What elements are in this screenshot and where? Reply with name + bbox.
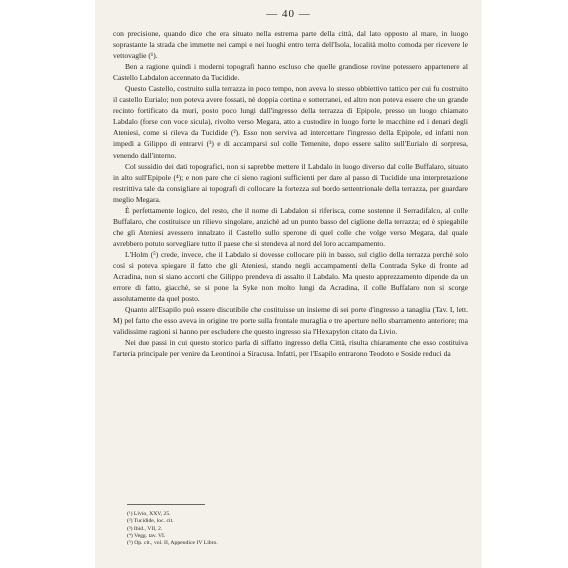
footnotes bbox=[127, 511, 218, 547]
footnote-5: (⁵) Op. cit., vol. II, Appendice IV Libro. bbox=[127, 540, 218, 547]
footnote-4: (⁴) Vegg. tav. VI. bbox=[127, 532, 166, 539]
main-text bbox=[113, 28, 468, 359]
footnote-2: (²) Tucidide, loc. cit. bbox=[127, 518, 174, 525]
paragraph-3: Questo Castello, costruito sulla terrazza in poco tempo, non aveva lo stesso obbiettivo tattico per cui fu costruito il castello Eurialo; non poteva avere fossati, nè doppia cortina e sotterranei, ed altro non poteva essere che un grande recinto fortificato da muri, posto poco lungi dall'ingresso della terrazza di Epipole, presso un luogo chiamato Labdalo (forse con voce sicula), rivolto verso Megara, atto a custodire in luogo forte le macchine ed i denari degli Ateniesi, come si rileva da Tucidide (²). Esso non serviva ad intercettare l'ingresso della Epipole, ed infatti non impedì a Gilippo di entrarvi (³) e di accamparsi sul colle Temenite, dopo essere salito sull'Eurialo di sorpresa, venendo dall'interno. bbox=[113, 84, 468, 160]
paragraph-2: Ben a ragione quindi i moderni topografi hanno escluso che quelle grandiose rovine potessero appartenere al Castello Labdalon accennato da Tucidide. bbox=[113, 62, 468, 83]
paragraph-5: È perfettamente logico, del resto, che il nome di Labdalon si riferisca, come sostenne il Serradifalco, al colle Buffalaro, che costituisce un rilievo singolare, anzichè ad un punto basso del ciglione della terrazza; ed è spiegabile che gli Ateniesi avessero innalzato il Castello sullo sperone di quel colle che volge verso Megara, dal quale avrebbero potuto sorvegliare tutto il paese che si stendeva al nord del loro accampamento. bbox=[113, 205, 468, 248]
footnote-1: (¹) Livio, XXV, 25. bbox=[127, 511, 171, 517]
paragraph-7: Quanto all'Esapilo può essere discutibile che costituisse un insieme di sei porte d'ingresso a tanaglia (Tav. I, lett. M) pel fatto che esso aveva in origine tre porte sulla frontale muraglia e tre aperture nello sbarramento anteriore; ma validissime ragioni si hanno per escludere che questo ingresso sia l'Hexapylon citato da Livio. bbox=[113, 305, 468, 337]
page-number: — 40 — bbox=[266, 8, 311, 20]
paragraph-4: Col sussidio dei dati topografici, non si saprebbe mettere il Labdalo in luogo diverso dal colle Buffalaro, situato in alto sull'Epipole (⁴); e non pare che ci sieno ragioni sufficienti per dare al passo di Tucidide una interpretazione restrittiva tale da consigliare ai topografi di collocare la fortezza sul bordo settentrionale della terrazza, per guardare meglio Megara. bbox=[113, 161, 468, 204]
paragraph-1: con precisione, quando dice che era situato nella estrema parte della città, dal lato opposto al mare, in luogo soprastante la strada che immette nei campi e nei luoghi entro terra dell'Isola, località molto comoda per ricevere le vettovaglie (¹). bbox=[113, 29, 468, 61]
footnote-3: (³) Ibid., VII, 2. bbox=[127, 525, 163, 532]
paragraph-8: Nei due passi in cui questo storico parla di siffatto ingresso della Città, risulta chiaramente che esso costituiva l'arteria principale per venire da Leontinoi a Siracusa. Infatti, per l'Esapilo entrarono Teodoto e Soside reduci da bbox=[113, 338, 468, 359]
footnote-divider bbox=[127, 504, 205, 505]
book-page bbox=[95, 0, 482, 568]
paragraph-6: L'Holm (⁵) crede, invece, che il Labdalo si dovesse collocare più in basso, sul ciglio della terrazza perchè solo così si poteva spiegare il fatto che gli Ateniesi, stando negli accampamenti della Contrada Syke di fronte ad Acradina, non si siano accorti che Gilippo prendeva di assalto il Labdalo. Ma questo apprezzamento dipende da un errore di fatto, giacchè, se si pone la Syke non molto lungi da Acradina, il colle Buffalaro non si scorge assolutamente da quel posto. bbox=[113, 249, 468, 304]
